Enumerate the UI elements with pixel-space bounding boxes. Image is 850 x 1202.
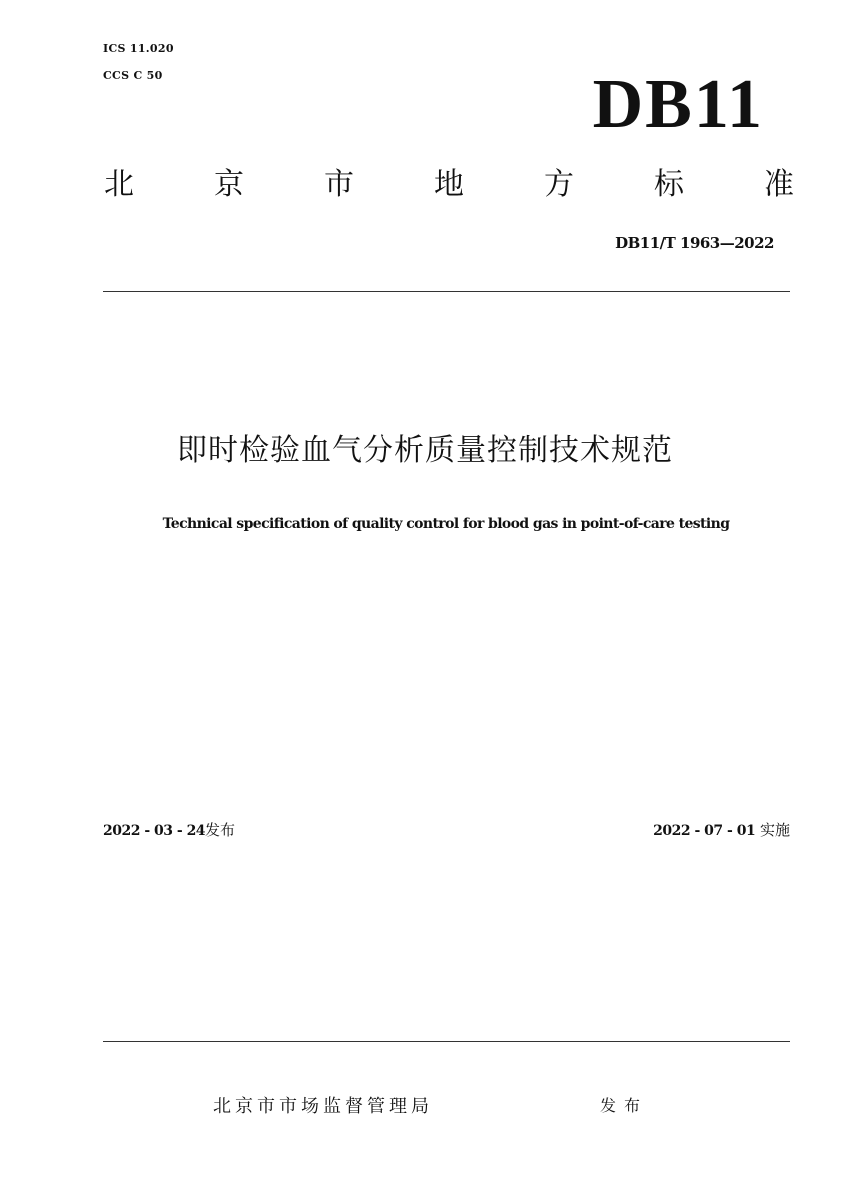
- ics-code: ICS 11.020: [103, 42, 174, 55]
- implement-date-line: [653, 823, 790, 838]
- standard-type-char: 地: [434, 167, 464, 202]
- standard-number: DB11/T 1963—2022: [615, 234, 774, 252]
- document-title-en: Technical specification of quality control for blood gas in point-of-care testing: [162, 516, 730, 532]
- standard-type-char: 京: [214, 167, 244, 202]
- bottom-divider: [103, 1041, 790, 1042]
- standard-type-char: 准: [764, 167, 794, 202]
- issue-date: 2022 - 03 - 24: [103, 823, 206, 839]
- issue-date-line: [103, 823, 235, 838]
- implement-label: 实施: [759, 821, 790, 839]
- standard-type-char: 方: [544, 167, 574, 202]
- issue-label: 发布: [205, 821, 236, 839]
- standard-type-heading: [104, 167, 794, 202]
- document-title-cn: 即时检验血气分析质量控制技术规范: [177, 433, 673, 468]
- ccs-code: CCS C 50: [103, 69, 163, 82]
- issuing-authority: 北京市市场监督管理局: [213, 1096, 433, 1117]
- implement-date: 2022 - 07 - 01: [653, 823, 756, 839]
- standard-type-char: 北: [104, 167, 134, 202]
- top-divider: [103, 291, 790, 292]
- standard-type-char: 市: [324, 167, 354, 202]
- db11-logo: DB11: [592, 66, 764, 143]
- standard-type-char: 标: [654, 167, 684, 202]
- publish-label: 发布: [600, 1096, 649, 1115]
